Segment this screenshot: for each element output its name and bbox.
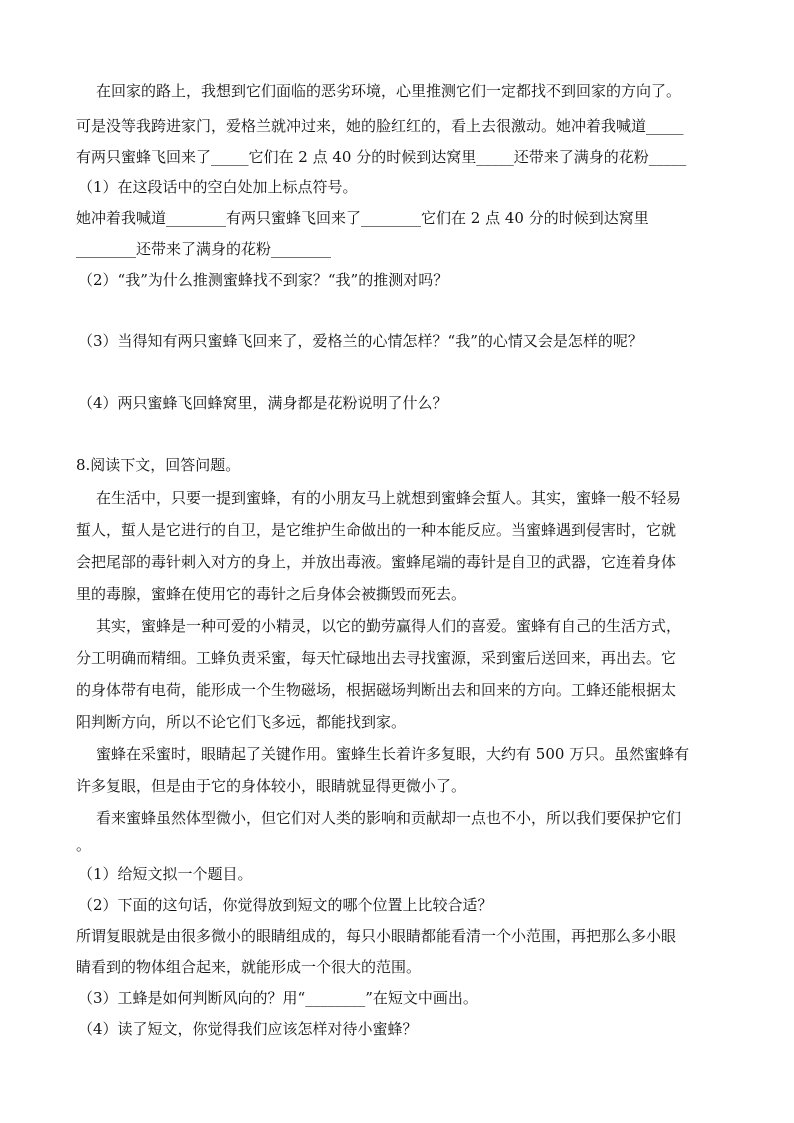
question-8-1: （1）给短文拟一个题目。: [78, 865, 253, 883]
section8-line-2: 蜇人，蜇人是它进行的自卫，是它维护生命做出的一种本能反应。当蜜蜂遇到侵害时，它就: [76, 521, 677, 539]
section-8-heading: 8.阅读下文，回答问题。: [76, 456, 241, 474]
question-1-1-answer-line-2: ________还带来了满身的花粉________: [76, 240, 332, 258]
section8-line-1: 在生活中，只要一提到蜜蜂，有的小朋友马上就想到蜜蜂会蜇人。其实，蜜蜂一般不轻易: [96, 489, 682, 507]
section8-line-4: 里的毒腺，蜜蜂在使用它的毒针之后身体会被撕毁而死去。: [76, 585, 467, 603]
question-1-3: （3）当得知有两只蜜蜂飞回来了，爱格兰的心情怎样？“我”的心情又会是怎样的呢？: [78, 332, 643, 350]
question-1-4: （4）两只蜜蜂飞回蜂窝里，满身都是花粉说明了什么？: [78, 394, 448, 412]
question-8-4: （4）读了短文，你觉得我们应该怎样对待小蜜蜂？: [78, 1020, 418, 1038]
passage1-line-1: 在回家的路上，我想到它们面临的恶劣环境，心里推测它们一定都找不到回家的方向了。: [96, 82, 682, 100]
question-1-1-answer-line-1: 她冲着我喊道________有两只蜜蜂飞回来了________它们在 2 点 40 分的时候到达窝里: [76, 209, 649, 227]
section8-line-11: 看来蜜蜂虽然体型微小，但它们对人类的影响和贡献却一点也不小，所以我们要保护它们: [96, 809, 682, 827]
question-8-2-sentence-line-1: 所谓复眼就是由很多微小的眼睛组成的，每只小眼睛都能看清一个小范围，再把那么多小眼: [76, 927, 677, 945]
section8-line-12: 。: [76, 836, 92, 854]
section8-line-10: 许多复眼，但是由于它的身体较小，眼睛就显得更微小了。: [76, 777, 467, 795]
section8-line-6: 分工明确而精细。工蜂负责采蜜，每天忙碌地出去寻找蜜源，采到蜜后送回来，再出去。它: [76, 649, 677, 667]
question-1-1: （1）在这段话中的空白处加上标点符号。: [78, 178, 358, 196]
section8-line-9: 蜜蜂在采蜜时，眼睛起了关键作用。蜜蜂生长着许多复眼，大约有 500 万只。虽然蜜蜂有: [96, 745, 690, 763]
section8-line-7: 的身体带有电荷，能形成一个生物磁场，根据磁场判断出去和回来的方向。工蜂还能根据太: [76, 681, 677, 699]
passage1-line-3: 有两只蜜蜂飞回来了_____它们在 2 点 40 分的时候到达窝里_____还带来了满身的花粉_____: [76, 148, 687, 166]
question-8-2-sentence-line-2: 睛看到的物体组合起来，就能形成一个很大的范围。: [76, 958, 422, 976]
question-8-2: （2）下面的这句话，你觉得放到短文的哪个位置上比较合适？: [78, 896, 493, 914]
question-1-2: （2）“我”为什么推测蜜蜂找不到家？“我”的推测对吗？: [78, 271, 449, 289]
section8-line-8: 阳判断方向，所以不论它们飞多远，都能找到家。: [76, 713, 407, 731]
section8-line-5: 其实，蜜蜂是一种可爱的小精灵，以它的勤劳赢得人们的喜爱。蜜蜂有自己的生活方式，: [96, 617, 682, 635]
section8-line-3: 会把尾部的毒针刺入对方的身上，并放出毒液。蜜蜂尾端的毒针是自卫的武器，它连着身体: [76, 553, 677, 571]
question-8-3: （3）工蜂是如何判断风向的？用“________”在短文中画出。: [78, 989, 478, 1007]
passage1-line-2: 可是没等我跨进家门，爱格兰就冲过来，她的脸红红的，看上去很激动。她冲着我喊道_____: [76, 117, 684, 135]
